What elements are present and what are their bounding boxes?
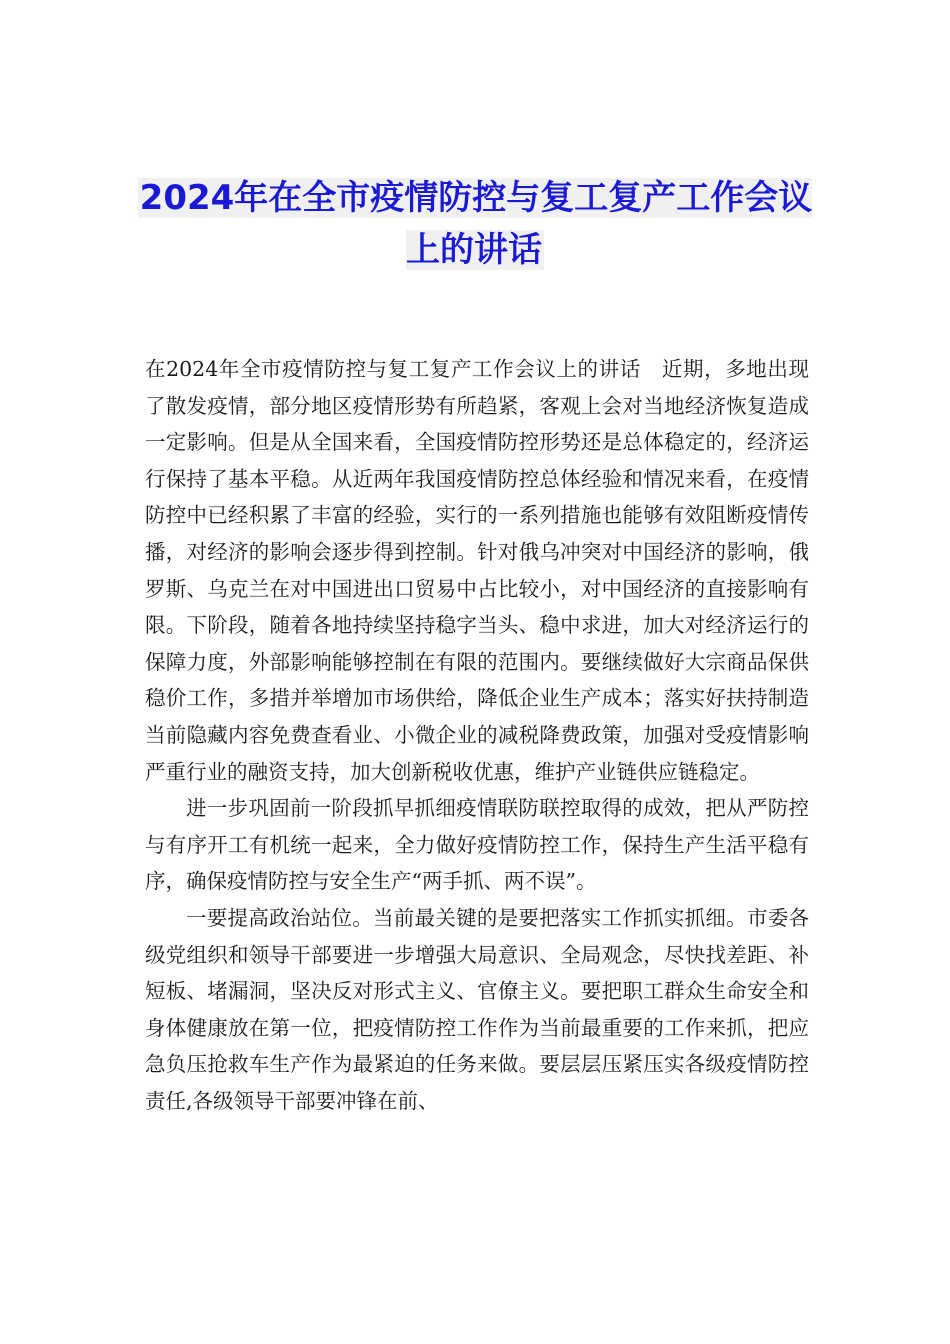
paragraph-2: 进一步巩固前一阶段抓早抓细疫情联防联控取得的成效，把从严防控与有序开工有机统一起来，全力做好疫情防控工作，保持生产生活平稳有序，确保疫情防控与安全生产“两手抓、两不误”。 [145, 796, 809, 894]
document-title [130, 172, 820, 276]
paragraph-3: 一要提高政治站位。当前最关键的是要把落实工作抓实抓细。市委各级党组织和领导干部要进一步增强大局意识、全局观念，尽快找差距、补短板、堵漏洞，坚决反对形式主义、官僚主义。要把职工群众生命安全和身体健康放在第一位，把疫情防控工作作为当前最重要的工作来抓，把应急负压抢救车生产作为最紧迫的任务来做。要层层压紧压实各级疫情防控责任,各级领导干部要冲锋在前、 [145, 905, 809, 1113]
paragraph-1: 在2024年全市疫情防控与复工复产工作会议上的讲话 近期，多地出现了散发疫情，部分地区疫情形势有所趋紧，客观上会对当地经济恢复造成一定影响。但是从全国来看，全国疫情防控形势还是总体稳定的，经济运行保持了基本平稳。从近两年我国疫情防控总体经验和情况来看，在疫情防控中已经积累了丰富的经验，实行的一系列措施也能够有效阻断疫情传播，对经济的影响会逐步得到控制。针对俄乌冲突对中国经济的影响，俄罗斯、乌克兰在对中国进出口贸易中占比较小，对中国经济的直接影响有限。下阶段，随着各地持续坚持稳字当头、稳中求进，加大对经济运行的保障力度，外部影响能够控制在有限的范围内。要继续做好大宗商品保供稳价工作，多措并举增加市场供给，降低企业生产成本；落实好扶持制造当前隐藏内容免费查看业、小微企业的减税降费政策，加强对受疫情影响严重行业的融资支持，加大创新税收优惠，维护产业链供应链稳定。 [145, 357, 809, 784]
document-body [145, 351, 809, 1119]
document-title-text: 2024年在全市疫情防控与复工复产工作会议上的讲话 [139, 178, 813, 270]
